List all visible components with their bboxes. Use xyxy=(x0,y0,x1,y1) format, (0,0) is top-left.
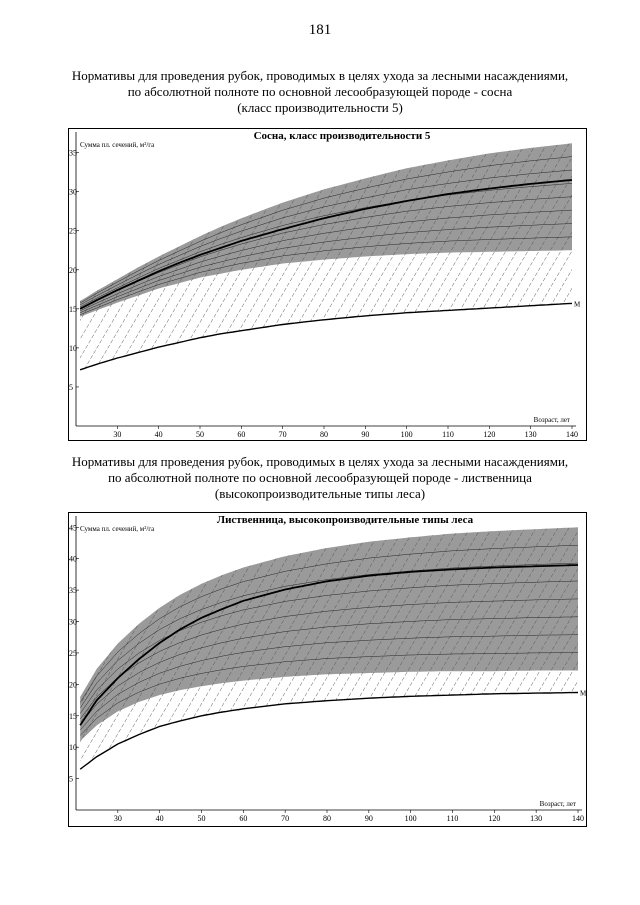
x-tick-label: 60 xyxy=(237,430,246,439)
heading-pine-line-3: (класс производительности 5) xyxy=(237,100,403,115)
y-tick-label: 15 xyxy=(69,304,77,314)
x-tick-label: 130 xyxy=(530,814,543,823)
y-tick-label: 10 xyxy=(69,743,77,753)
hatch-line xyxy=(271,137,441,426)
hatch-line xyxy=(579,521,586,810)
hatch-line xyxy=(260,137,430,426)
hatch-line xyxy=(172,137,342,426)
y-tick-label: 20 xyxy=(69,680,77,690)
y-tick-label: 40 xyxy=(69,554,77,564)
hatch-line xyxy=(69,137,111,426)
x-tick-label: 110 xyxy=(446,814,459,823)
page-number: 181 xyxy=(308,22,332,38)
x-tick-label: 80 xyxy=(320,430,328,439)
x-tick-label: 110 xyxy=(442,430,454,439)
x-tick-label: 30 xyxy=(113,814,122,823)
x-tick-label: 100 xyxy=(404,814,417,823)
x-tick-label: 40 xyxy=(155,814,164,823)
hatch-line xyxy=(216,137,386,426)
y-tick-label: 30 xyxy=(69,617,77,627)
hatch-line xyxy=(69,137,100,426)
hatch-line xyxy=(69,521,89,810)
x-tick-label: 70 xyxy=(281,814,290,823)
y-tick-label: 5 xyxy=(69,774,73,784)
chart-larch xyxy=(68,512,587,827)
x-tick-label: 140 xyxy=(566,430,578,439)
hatch-line xyxy=(205,137,375,426)
grey-band xyxy=(80,527,578,741)
M-curve-label: М xyxy=(574,300,581,309)
chart-larch-svg xyxy=(69,513,586,826)
heading-pine xyxy=(40,68,600,116)
hatch-line xyxy=(227,137,397,426)
hatch-line xyxy=(161,137,331,426)
heading-larch-line-3: (высокопроизводительные типы леса) xyxy=(214,486,426,501)
chart-title: Сосна, класс производительности 5 xyxy=(253,130,431,142)
y-tick-label: 35 xyxy=(69,586,77,596)
x-tick-label: 70 xyxy=(278,430,287,439)
hatch-line xyxy=(69,521,78,810)
y-tick-label: 20 xyxy=(69,265,77,275)
x-tick-label: 40 xyxy=(154,430,163,439)
chart-pine-svg xyxy=(69,129,586,440)
M-curve xyxy=(80,693,578,770)
x-tick-label: 90 xyxy=(364,814,373,823)
y-tick-label: 35 xyxy=(69,148,77,158)
x-tick-label: 120 xyxy=(483,430,496,439)
hatch-line xyxy=(183,137,353,426)
chart-pine xyxy=(68,128,587,441)
heading-larch-line-2: по абсолютной полноте по основной лесообразующей породе - лиственница xyxy=(108,470,532,485)
heading-larch-line-1: Нормативы для проведения рубок, проводимых в целях ухода за лесными насаждениями, xyxy=(71,454,569,469)
x-tick-label: 130 xyxy=(524,430,537,439)
x-tick-label: 140 xyxy=(572,814,584,823)
heading-pine-line-1: Нормативы для проведения рубок, проводимых в целях ухода за лесными насаждениями, xyxy=(71,68,569,83)
x-axis-label: Возраст, лет xyxy=(533,416,570,424)
x-tick-label: 60 xyxy=(239,814,248,823)
heading-larch xyxy=(40,454,600,502)
y-tick-label: 10 xyxy=(69,343,77,353)
y-tick-label: 30 xyxy=(69,187,77,197)
y-tick-label: 15 xyxy=(69,711,77,721)
M-curve xyxy=(80,303,572,369)
y-tick-label: 5 xyxy=(69,382,73,392)
grey-band xyxy=(80,143,572,316)
x-tick-label: 50 xyxy=(196,430,204,439)
x-tick-label: 80 xyxy=(323,814,331,823)
chart-title: Лиственница, высокопроизводительные типы леса xyxy=(216,514,474,526)
x-tick-label: 50 xyxy=(197,814,206,823)
hatch-line xyxy=(249,137,419,426)
x-tick-label: 120 xyxy=(488,814,501,823)
x-tick-label: 100 xyxy=(400,430,413,439)
x-tick-label: 30 xyxy=(113,430,122,439)
y-tick-label: 45 xyxy=(69,523,77,533)
hatch-line xyxy=(238,137,408,426)
x-tick-label: 90 xyxy=(361,430,370,439)
M-curve-label: М xyxy=(580,689,586,698)
heading-pine-line-2: по абсолютной полноте по основной лесообразующей породе - сосна xyxy=(127,84,513,99)
y-axis-label: Сумма пл. сечений, м²/га xyxy=(80,141,155,149)
y-tick-label: 25 xyxy=(69,226,77,236)
x-axis-label: Возраст, лет xyxy=(539,800,576,808)
y-tick-label: 25 xyxy=(69,648,77,658)
y-axis-label: Сумма пл. сечений, м²/га xyxy=(80,525,155,533)
hatch-line xyxy=(579,137,586,426)
hatch-line xyxy=(194,137,364,426)
